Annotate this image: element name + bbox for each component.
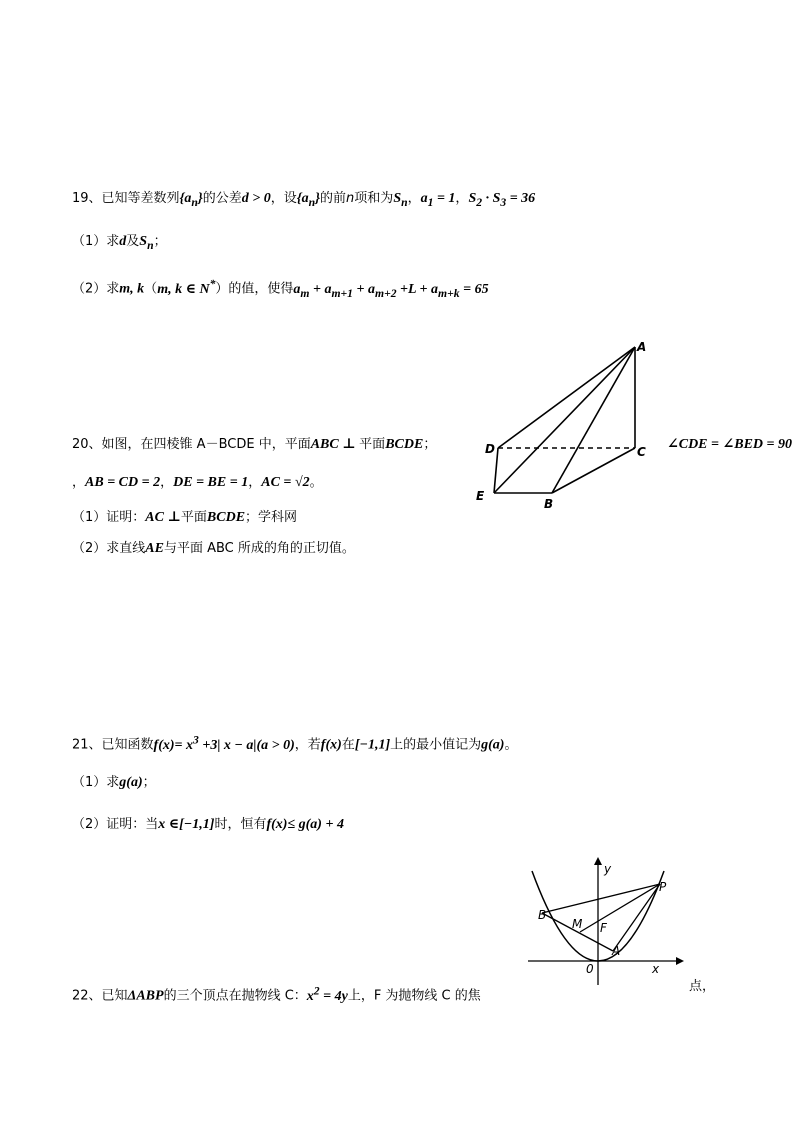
p21-stem: 21、已知函数$f(x)= x^3 +3|$ x − a|(a > 0)，若f(x)在[−1,1]上的最小值记为g(a)。 (72, 733, 518, 753)
label-y: y (604, 862, 612, 876)
y-axis-arrow (594, 857, 602, 865)
p19-question-1: （1）求d及$S_n$； (72, 234, 167, 252)
label-x: x (652, 962, 660, 976)
label-O: 0 (586, 962, 594, 976)
p20-question-2: （2）求直线AE与平面 ABC 所成的角的正切值。 (72, 541, 355, 556)
p21-question-2: （2）证明：当x ∈[−1,1]时，恒有f(x)≤ g(a) + 4 (72, 817, 344, 832)
p21-question-1: （1）求g(a)； (72, 775, 156, 790)
p20-question-1: （1）证明：AC ⊥平面BCDE；学科网 (72, 510, 298, 525)
label-P: P (659, 880, 667, 894)
label-E: E (476, 489, 485, 503)
p22-stem-tail: 点， (689, 979, 716, 994)
label-B: B (538, 908, 547, 922)
p20-stem: 20、如图，在四棱锥 A－BCDE 中，平面ABC ⊥ 平面BCDE； (72, 437, 437, 452)
label-F: F (600, 921, 607, 935)
label-M: M (572, 917, 583, 931)
label-A: A (637, 340, 647, 354)
parabola-svg (526, 855, 686, 990)
parabola-figure (526, 855, 686, 990)
x-axis-arrow (676, 957, 684, 965)
pyramid-figure (470, 338, 660, 513)
p20-angle-condition: ∠CDE = ∠BED = 90 (667, 437, 792, 452)
edge-AD (498, 347, 635, 448)
label-B: B (544, 497, 554, 511)
label-C: C (637, 445, 646, 459)
pyramid-svg (470, 338, 660, 513)
p22-stem: 22、已知ΔABP的三个顶点在抛物线 C：$x^2 = 4y$上，F 为抛物线 C 的焦 (72, 984, 481, 1004)
label-A: A (612, 944, 621, 958)
p19-question-2: （2）求m, k（m, k ∈ N*）的值，使得$a_m + a_{m+1} + a_{m+2} +L + a_{m+k} = 65$ (72, 277, 489, 300)
p19-stem: 19、已知等差数列$\{a_n\}$的公差d > 0，设$\{a_n\}$的前n项和为$S_n$，$a_1 = 1$，$S_2 \cdot S_3 = 36$ (72, 191, 536, 209)
p20-conditions: ，AB = CD = 2，DE = BE = 1，AC = √2。 (72, 475, 323, 490)
label-D: D (485, 442, 495, 456)
